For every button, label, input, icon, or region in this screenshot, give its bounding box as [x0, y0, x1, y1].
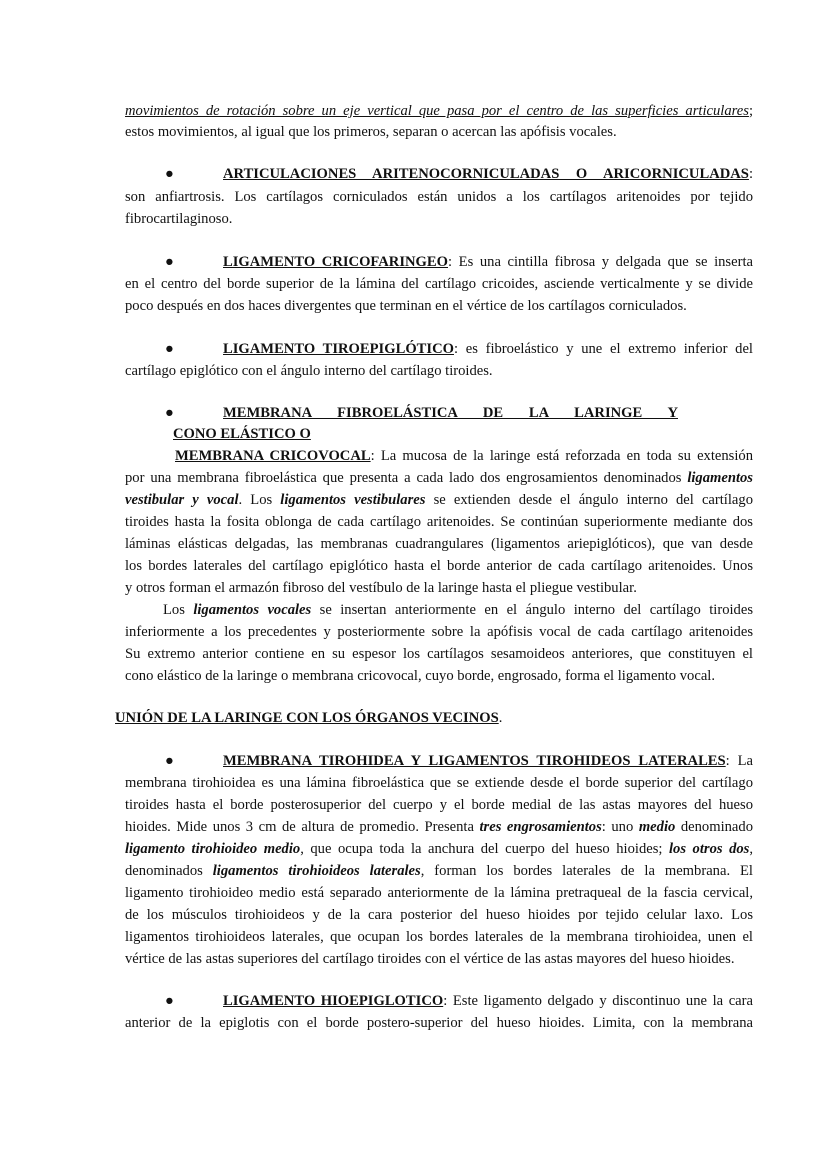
membrana-heading-line-1: MEMBRANA FIBROELÁSTICA DE LA LARINGE Y [223, 405, 678, 421]
membrana-heading-line-2: CONO ELÁSTICO O [173, 426, 311, 442]
tirohidea-line-6: denominados ligamentos tirohioideos laterales, forman los bordes laterales de la membrana. El [125, 863, 753, 879]
tirohidea-line-2: membrana tirohioidea es una lámina fibroelástica que se extiende desde el borde superior del cartílago [125, 775, 753, 791]
bullet-icon: ● [165, 993, 174, 1009]
crico-heading: LIGAMENTO CRICOFARINGEO [223, 254, 448, 270]
union-heading-line: UNIÓN DE LA LARINGE CON LOS ÓRGANOS VECINOS. [115, 710, 503, 726]
tirohidea-line-10: vértice de las astas superiores del cartílago tiroides con el vértice de las astas mayores del hueso hioides. [125, 951, 735, 967]
tirohidea-heading: MEMBRANA TIROHIDEA Y LIGAMENTOS TIROHIDEOS LATERALES [223, 753, 726, 769]
bullet-icon: ● [165, 341, 174, 357]
aric-line-3: fibrocartilaginoso. [125, 211, 233, 227]
crico-line-1: LIGAMENTO CRICOFARINGEO: Es una cintilla fibrosa y delgada que se inserta [223, 254, 753, 270]
aric-heading: ARTICULACIONES ARITENOCORNICULADAS O ARICORNICULADAS [223, 166, 749, 182]
tirohidea-line-7: ligamento tirohioideo medio está separado anteriormente de la lámina pretraqueal de la fascia cervical, [125, 885, 753, 901]
membrana-line-8: los bordes laterales del cartílago epiglótico hasta el borde anterior de cada cartílago aritenoides. Unos [125, 558, 753, 574]
bullet-icon: ● [165, 405, 174, 421]
membrana-line-6: tiroides hasta la fosita oblonga de cada cartílago aritenoides. Se continúan superiormente mediante dos [125, 514, 753, 530]
membrana-line-11: inferiormente a los precedentes y posteriormente sobre la apófisis vocal de cada cartílago aritenoides [125, 624, 753, 640]
bullet-icon: ● [165, 254, 174, 270]
crico-line-2: en el centro del borde superior de la lámina del cartílago cricoides, asciende verticalmente y se divide [125, 276, 753, 292]
tirohidea-line-3: tiroides hasta el borde posterosuperior del cuerpo y el borde medial de las astas mayores del hueso [125, 797, 753, 813]
rotation-line-1: movimientos de rotación sobre un eje vertical que pasa por el centro de las superficies articulares; [125, 103, 753, 119]
tirohidea-line-9: ligamentos tirohioideos laterales, que ocupan los bordes laterales de la membrana tirohioidea, unen el [125, 929, 753, 945]
membrana-line-7: láminas elásticas delgadas, las membranas cuadrangulares (ligamentos ariepiglóticos), que van desde [125, 536, 753, 552]
membrana-heading: MEMBRANA CRICOVOCAL [175, 448, 371, 464]
membrana-line-9: y otros forman el armazón fibroso del vestíbulo de la laringe hasta el pliegue vestibular. [125, 580, 637, 596]
aric-heading-line: ARTICULACIONES ARITENOCORNICULADAS O ARICORNICULADAS: [223, 166, 753, 182]
hioepi-line-2: anterior de la epiglotis con el borde postero-superior del hueso hioides. Limita, con la membrana [125, 1015, 753, 1031]
hioepi-line-1: LIGAMENTO HIOEPIGLOTICO: Este ligamento delgado y discontinuo une la cara [223, 993, 753, 1009]
tiroepi-line-2: cartílago epiglótico con el ángulo interno del cartílago tiroides. [125, 363, 493, 379]
tiroepi-line-1: LIGAMENTO TIROEPIGLÓTICO: es fibroelástico y une el extremo inferior del [223, 341, 753, 357]
bullet-icon: ● [165, 166, 174, 182]
bullet-icon: ● [165, 753, 174, 769]
hioepi-heading: LIGAMENTO HIOEPIGLOTICO [223, 993, 444, 1009]
membrana-line-10: Los ligamentos vocales se insertan anteriormente en el ángulo interno del cartílago tiroides [163, 602, 753, 618]
membrana-line-5: vestibular y vocal. Los ligamentos vestibulares se extienden desde el ángulo interno del cartílago [125, 492, 753, 508]
section-heading: UNIÓN DE LA LARINGE CON LOS ÓRGANOS VECINOS [115, 710, 499, 726]
membrana-line-3: MEMBRANA CRICOVOCAL: La mucosa de la laringe está reforzada en toda su extensión [175, 448, 753, 464]
tirohidea-line-1: MEMBRANA TIROHIDEA Y LIGAMENTOS TIROHIDEOS LATERALES: La [223, 753, 753, 769]
tirohidea-line-8: de los músculos tirohioideos y de la cara posterior del hueso hioides por tejido celular laxo. Los [125, 907, 753, 923]
tirohidea-line-5: ligamento tirohioideo medio, que ocupa toda la anchura del cuerpo del hueso hioides; los otros dos, [125, 841, 753, 857]
membrana-line-13: cono elástico de la laringe o membrana cricovocal, cuyo borde, engrosado, forma el ligamento vocal. [125, 668, 716, 684]
crico-line-3: poco después en dos haces divergentes que terminan en el vértice de los cartílagos corniculados. [125, 298, 687, 314]
membrana-line-12: Su extremo anterior contiene en su espesor los cartílagos sesamoideos anteriores, que constituyen el [125, 646, 753, 662]
tirohidea-line-4: hioides. Mide unos 3 cm de altura de promedio. Presenta tres engrosamientos: uno medio denominado [125, 819, 753, 835]
aric-line-2: son anfiartrosis. Los cartílagos corniculados están unidos a los cartílagos aritenoides por tejido [125, 189, 753, 205]
rotation-line-2: estos movimientos, al igual que los primeros, separan o acercan las apófisis vocales. [125, 124, 617, 140]
membrana-line-4: por una membrana fibroelástica que presenta a cada lado dos engrosamientos denominados ligamentos [125, 470, 753, 486]
tiroepi-heading: LIGAMENTO TIROEPIGLÓTICO [223, 341, 454, 357]
